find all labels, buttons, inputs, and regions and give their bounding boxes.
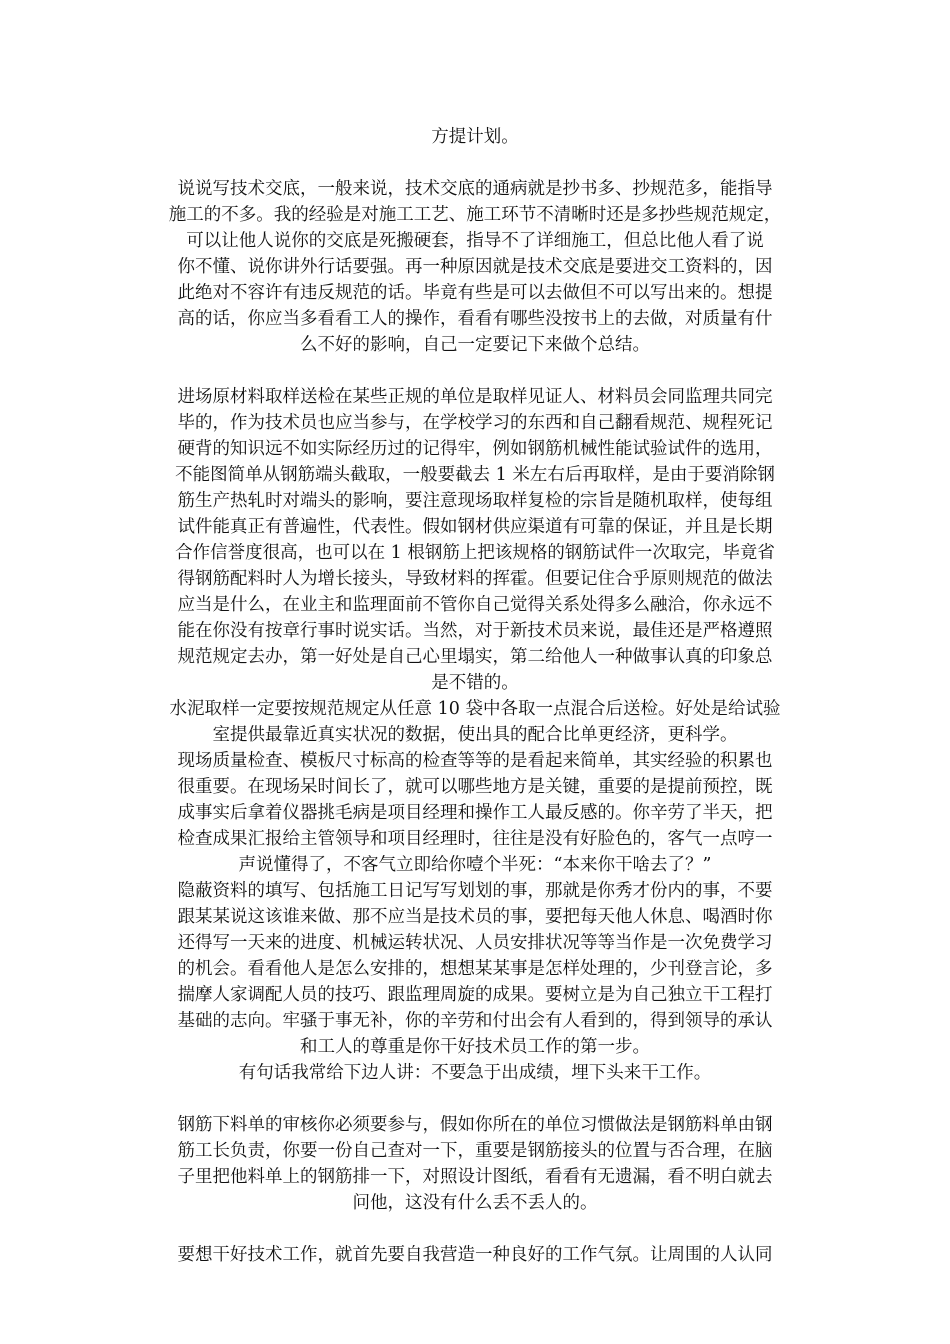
text-line: 你不懂、说你讲外行话要强。再一种原因就是技术交底是要进交工资料的，因 — [177, 257, 773, 277]
text-line: 很重要。在现场呆时间长了，就可以哪些地方是关键，重要的是提前预控，既 — [177, 777, 773, 797]
text-line: 筋工长负责，你要一份自己查对一下，重要是钢筋接头的位置与否合理，在脑 — [177, 1141, 773, 1161]
text-line: 得钢筋配料时人为增长接头，导致材料的挥霍。但要记住合乎原则规范的做法 — [177, 569, 773, 589]
text-line: 合作信誉度很高，也可以在 1 根钢筋上把该规格的钢筋试件一次取完，毕竟省 — [175, 543, 775, 563]
text-line: 问他，这没有什么丢不丢人的。 — [352, 1193, 598, 1213]
text-line: 室提供最靠近真实状况的数据，使出具的配合比单更经济，更科学。 — [212, 725, 738, 745]
text-line: 还得写一天来的进度、机械运转状况、人员安排状况等等当作是一次免费学习 — [177, 933, 773, 953]
text-line: 现场质量检查、模板尺寸标高的检查等等的是看起来简单，其实经验的积累也 — [177, 751, 773, 771]
text-line: 此绝对不容许有违反规范的话。毕竟有些是可以去做但不可以写出来的。想提 — [177, 283, 773, 303]
text-line: 声说懂得了，不客气立即给你噎个半死：“本来你干啥去了？” — [238, 855, 712, 875]
text-line: 隐蔽资料的填写、包括施工日记写写划划的事，那就是你秀才份内的事，不要 — [177, 881, 773, 901]
text-line: 说说写技术交底，一般来说，技术交底的通病就是抄书多、抄规范多，能指导 — [177, 179, 773, 199]
text-line: 可以让他人说你的交底是死搬硬套，指导不了详细施工，但总比他人看了说 — [186, 231, 764, 251]
text-line: 毕的，作为技术员也应当参与，在学校学习的东西和自己翻看规范、规程死记 — [177, 413, 773, 433]
text-line: 高的话，你应当多看看工人的操作，看看有哪些没按书上的去做，对质量有什 — [177, 309, 773, 329]
text-line: 子里把他料单上的钢筋排一下，对照设计图纸，看看有无遗漏，看不明白就去 — [177, 1167, 773, 1187]
text-line: 要想干好技术工作，就首先要自我营造一种良好的工作气氛。让周围的人认同 — [177, 1245, 773, 1265]
text-line: 能在你没有按章行事时说实话。当然，对于新技术员来说，最佳还是严格遵照 — [177, 621, 773, 641]
text-line: 试件能真正有普遍性，代表性。假如钢材供应渠道有可靠的保证，并且是长期 — [177, 517, 773, 537]
text-line: 规范规定去办，第一好处是自己心里塌实，第二给他人一种做事认真的印象总 — [177, 647, 773, 667]
text-line: 和工人的尊重是你干好技术员工作的第一步。 — [300, 1037, 650, 1057]
text-line: 进场原材料取样送检在某些正规的单位是取样见证人、材料员会同监理共同完 — [177, 387, 773, 407]
text-line: 检查成果汇报给主管领导和项目经理时，往往是没有好脸色的，客气一点哼一 — [177, 829, 773, 849]
text-line: 有句话我常给下边人讲：不要急于出成绩，埋下头来干工作。 — [238, 1063, 712, 1083]
text-line: 筋生产热轧时对端头的影响，要注意现场取样复检的宗旨是随机取样，使每组 — [177, 491, 773, 511]
text-line: 么不好的影响，自己一定要记下来做个总结。 — [300, 335, 650, 355]
text-line: 应当是什么，在业主和监理面前不管你自己觉得关系处得多么融洽，你永远不 — [177, 595, 773, 615]
text-line: 水泥取样一定要按规范规定从任意 10 袋中各取一点混合后送检。好处是给试验 — [169, 699, 781, 719]
text-line: 成事实后拿着仪器挑毛病是项目经理和操作工人最反感的。你辛劳了半天，把 — [177, 803, 773, 823]
text-line: 不能图简单从钢筋端头截取，一般要截去 1 米左右后再取样，是由于要消除钢 — [175, 465, 775, 485]
text-line: 基础的志向。牢骚于事无补，你的辛劳和付出会有人看到的，得到领导的承认 — [177, 1011, 773, 1031]
text-line: 方提计划。 — [431, 127, 519, 147]
text-line: 跟某某说这该谁来做、那不应当是技术员的事，要把每天他人休息、喝酒时你 — [177, 907, 773, 927]
text-line: 揣摩人家调配人员的技巧、跟监理周旋的成果。要树立是为自己独立干工程打 — [177, 985, 773, 1005]
text-line: 钢筋下料单的审核你必须要参与，假如你所在的单位习惯做法是钢筋料单由钢 — [177, 1115, 773, 1135]
text-line: 硬背的知识远不如实际经历过的记得牢，例如钢筋机械性能试验试件的选用， — [177, 439, 773, 459]
text-line: 的机会。看看他人是怎么安排的，想想某某事是怎样处理的，少刊登言论，多 — [177, 959, 773, 979]
text-line: 施工的不多。我的经验是对施工工艺、施工环节不清晰时还是多抄些规范规定， — [168, 205, 782, 225]
text-line: 是不错的。 — [431, 673, 519, 693]
